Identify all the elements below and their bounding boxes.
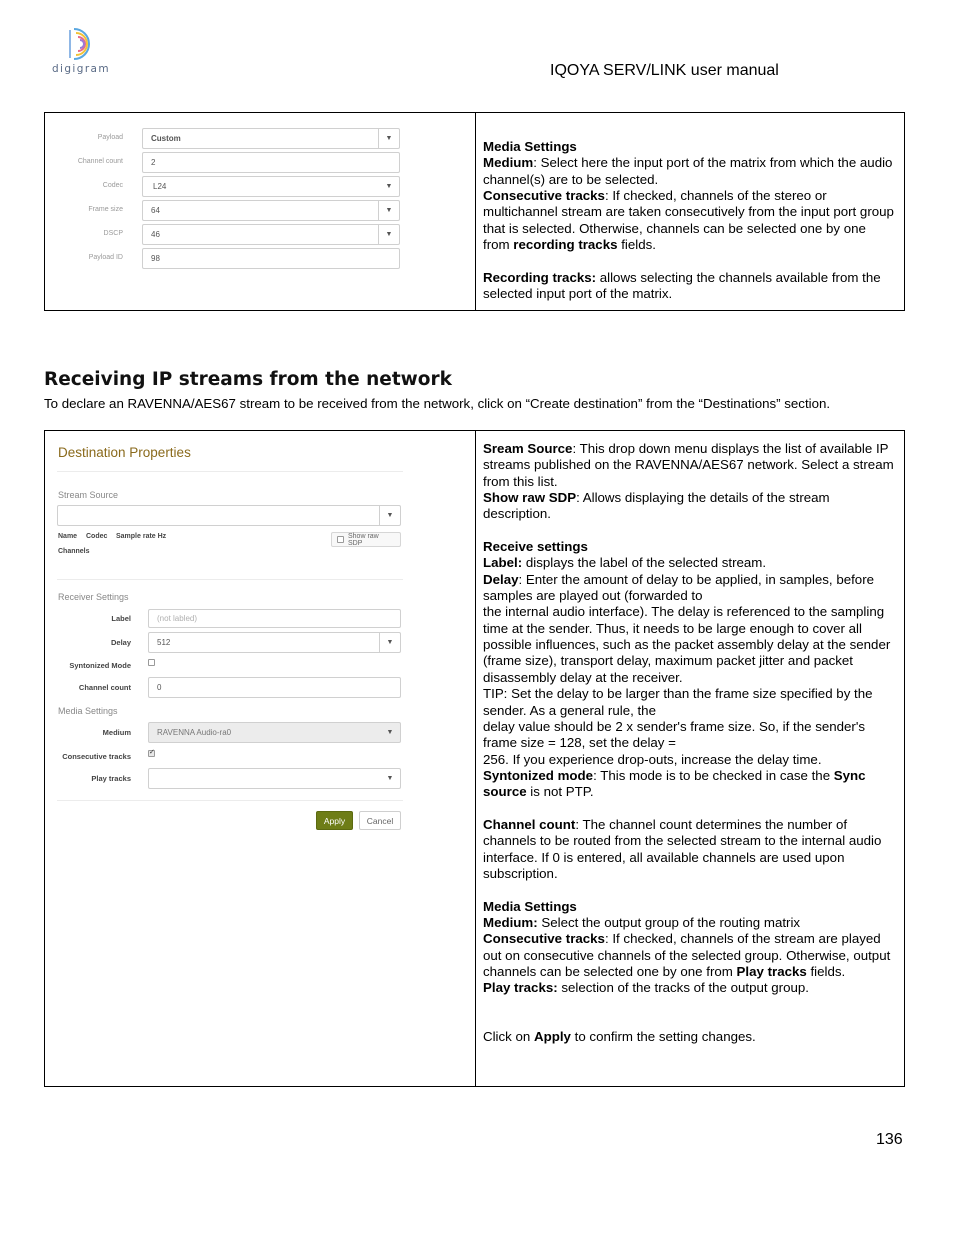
tip-text-2: delay value should be 2 x sender's frame size. So, if the sender's frame size = 128, set the delay = xyxy=(483,718,866,751)
show-raw-sdp-label: Show raw SDP xyxy=(348,532,379,547)
delay-text: : Enter the amount of delay to be applied, in samples, before samples are played out (forwarded to xyxy=(483,571,875,604)
stream-source-text: : This drop down menu displays the list of available IP streams published on the RAVENNA/AES67 network. Select a stream from this list. xyxy=(483,441,894,489)
consecutive-tail-2: fields. xyxy=(806,964,846,979)
destination-table xyxy=(44,430,905,1087)
delay-value: 512 xyxy=(157,638,171,647)
channel-count-text: : The channel count determines the number of channels to be routed from the selected stream to the internal audio interface. If 0 is entered, all available channels are used upon subscription. xyxy=(483,816,882,881)
col-sample-rate: Sample rate Hz xyxy=(116,533,167,540)
payload-form xyxy=(45,113,476,310)
consecutive-tail: fields. xyxy=(617,237,656,253)
consecutive-text: : If checked, channels of the stereo or multichannel stream are taken consecutively from the input port group that is selected. Otherwise, channels can be selected one by one from xyxy=(483,188,894,253)
delay-select[interactable] xyxy=(148,632,401,653)
syntonized-text: : This mode is to be checked in case the xyxy=(593,767,834,783)
consecutive-tracks-label: Consecutive tracks xyxy=(62,752,131,761)
recording-tracks-term: Recording tracks: xyxy=(483,269,597,285)
payload-id-label: Payload ID xyxy=(88,254,123,261)
frame-size-label: Frame size xyxy=(88,206,123,213)
digigram-logo xyxy=(50,24,112,80)
channel-count-value: 2 xyxy=(151,158,156,167)
delay-text-3: disassembly delay at the receiver. xyxy=(483,669,683,685)
payload-id-input[interactable] xyxy=(142,248,400,269)
codec-value: L24 xyxy=(153,182,167,191)
medium-dropdown[interactable] xyxy=(148,722,401,743)
medium-text: : Select here the input port of the matrix from which the audio channel(s) are to be selected. xyxy=(483,155,893,187)
page-number: 136 xyxy=(876,1131,903,1148)
show-raw-sdp-toggle[interactable] xyxy=(331,532,401,547)
channel-count-input[interactable] xyxy=(148,677,401,698)
delay-text-2: the internal audio interface). The delay is referenced to the sampling time at the sender. Thus, it needs to be large enough to cover all possible influences, such as the packet assembly delay at the sender (frame size), transport delay, maximum packet jitter and packet xyxy=(483,604,891,669)
receive-settings-heading: Receive settings xyxy=(483,539,588,555)
channels-label: Channels xyxy=(58,548,90,555)
caret-down-icon: ▼ xyxy=(379,506,400,525)
stream-source-term: Sream Source xyxy=(483,441,573,456)
show-raw-sdp-term: Show raw SDP xyxy=(483,490,577,506)
dscp-label: DSCP xyxy=(103,230,123,237)
label-placeholder: (not labled) xyxy=(157,614,198,623)
delay-label: Delay xyxy=(110,638,131,647)
medium-text-2: Select the output group of the routing matrix xyxy=(537,914,801,930)
caret-down-icon: ▼ xyxy=(379,633,400,652)
divider xyxy=(57,800,403,801)
apply-ref: Apply xyxy=(534,1029,571,1045)
medium-term-2: Medium: xyxy=(483,914,538,930)
syntonized-checkbox[interactable] xyxy=(148,659,155,666)
destination-properties-form xyxy=(45,431,476,1086)
frame-size-select[interactable] xyxy=(142,200,400,221)
medium-term: Medium xyxy=(483,155,534,171)
stream-source-label: Stream Source xyxy=(58,490,119,500)
consecutive-text-2: : If checked, channels of the stream are played out on consecutive channels of the selected group. Otherwise, output channels can be selected one by one from xyxy=(483,931,891,979)
label-text: displays the label of the selected stream. xyxy=(522,555,767,571)
payload-label: Payload xyxy=(97,134,123,141)
stream-source-select[interactable] xyxy=(57,505,401,526)
caret-down-icon: ▼ xyxy=(378,129,399,148)
play-tracks-label: Play tracks xyxy=(91,774,131,783)
medium-value: RAVENNA Audio-ra0 xyxy=(157,728,232,737)
channel-count-label: Channel count xyxy=(78,683,131,692)
cancel-button[interactable]: Cancel xyxy=(359,811,401,830)
play-tracks-text: selection of the tracks of the output group. xyxy=(557,980,809,996)
form-title: Destination Properties xyxy=(58,445,191,460)
syntonized-tail: is not PTP. xyxy=(526,784,594,800)
codec-label: Codec xyxy=(102,182,123,189)
destination-screenshot xyxy=(45,431,476,1086)
section-heading: Receiving IP streams from the network xyxy=(44,369,452,390)
click-tail: to confirm the setting changes. xyxy=(570,1029,756,1045)
channel-count-input[interactable] xyxy=(142,152,400,173)
apply-button[interactable]: Apply xyxy=(316,811,353,830)
receiver-settings-heading: Receiver Settings xyxy=(58,592,129,602)
media-settings-description xyxy=(476,113,904,310)
logo-text: digigram xyxy=(51,63,110,75)
payload-select[interactable] xyxy=(142,128,400,149)
document-title: IQOYA SERV/LINK user manual xyxy=(550,62,779,79)
label-field-label: Label xyxy=(111,614,131,623)
payload-id-value: 98 xyxy=(151,254,160,263)
click-text: Click on xyxy=(483,1029,534,1045)
media-settings-heading: Media Settings xyxy=(58,706,118,716)
section-intro: To declare an RAVENNA/AES67 stream to be received from the network, click on “Create destination” from the “Destinations” section. xyxy=(44,396,831,411)
media-settings-heading-2: Media Settings xyxy=(483,898,577,914)
label-input[interactable] xyxy=(148,609,401,628)
caret-down-icon: ▼ xyxy=(378,225,399,244)
play-tracks-term: Play tracks: xyxy=(483,980,558,996)
play-tracks-ref: Play tracks xyxy=(736,964,807,979)
sync-source-ref: Sync source xyxy=(483,767,866,800)
medium-label: Medium xyxy=(102,728,131,737)
caret-down-icon: ▼ xyxy=(386,729,394,736)
caret-down-icon: ▼ xyxy=(385,183,393,190)
caret-down-icon: ▼ xyxy=(386,775,394,782)
syntonized-label: Syntonized Mode xyxy=(69,661,131,670)
col-codec: Codec xyxy=(86,533,108,540)
channel-count-term: Channel count xyxy=(483,816,576,832)
caret-down-icon: ▼ xyxy=(378,201,399,220)
media-settings-table xyxy=(44,112,905,311)
consecutive-tracks-checkbox[interactable] xyxy=(148,750,155,757)
digigram-logo-mark xyxy=(50,24,112,62)
media-settings-heading: Media Settings xyxy=(483,139,577,154)
tip-text-1: TIP: Set the delay to be larger than the frame size specified by the sender. As a general rule, the xyxy=(483,686,873,718)
show-raw-sdp-checkbox[interactable] xyxy=(337,536,344,543)
recording-tracks-ref: recording tracks xyxy=(513,237,618,253)
payload-value: Custom xyxy=(151,134,181,143)
divider xyxy=(57,471,403,472)
frame-size-value: 64 xyxy=(151,206,160,215)
play-tracks-dropdown[interactable] xyxy=(148,768,401,789)
show-raw-sdp-text: : Allows displaying the details of the stream description. xyxy=(483,490,830,522)
tip-text-3: 256. If you experience drop-outs, increase the delay time. xyxy=(483,751,822,767)
media-settings-screenshot xyxy=(45,113,476,310)
divider xyxy=(57,579,403,580)
codec-dropdown[interactable] xyxy=(142,176,400,197)
dscp-value: 46 xyxy=(151,230,160,239)
col-name: Name xyxy=(58,533,78,540)
recording-tracks-text: allows selecting the channels available from the selected input port of the matrix. xyxy=(483,269,881,302)
consecutive-term: Consecutive tracks xyxy=(483,188,605,204)
dscp-select[interactable] xyxy=(142,224,400,245)
channel-count-label: Channel count xyxy=(77,158,123,165)
syntonized-term: Syntonized mode xyxy=(483,767,594,783)
channel-count-value: 0 xyxy=(157,683,162,692)
delay-term: Delay xyxy=(483,571,519,587)
label-term: Label: xyxy=(483,555,523,571)
consecutive-term-2: Consecutive tracks xyxy=(483,931,605,947)
destination-description xyxy=(476,431,904,1086)
